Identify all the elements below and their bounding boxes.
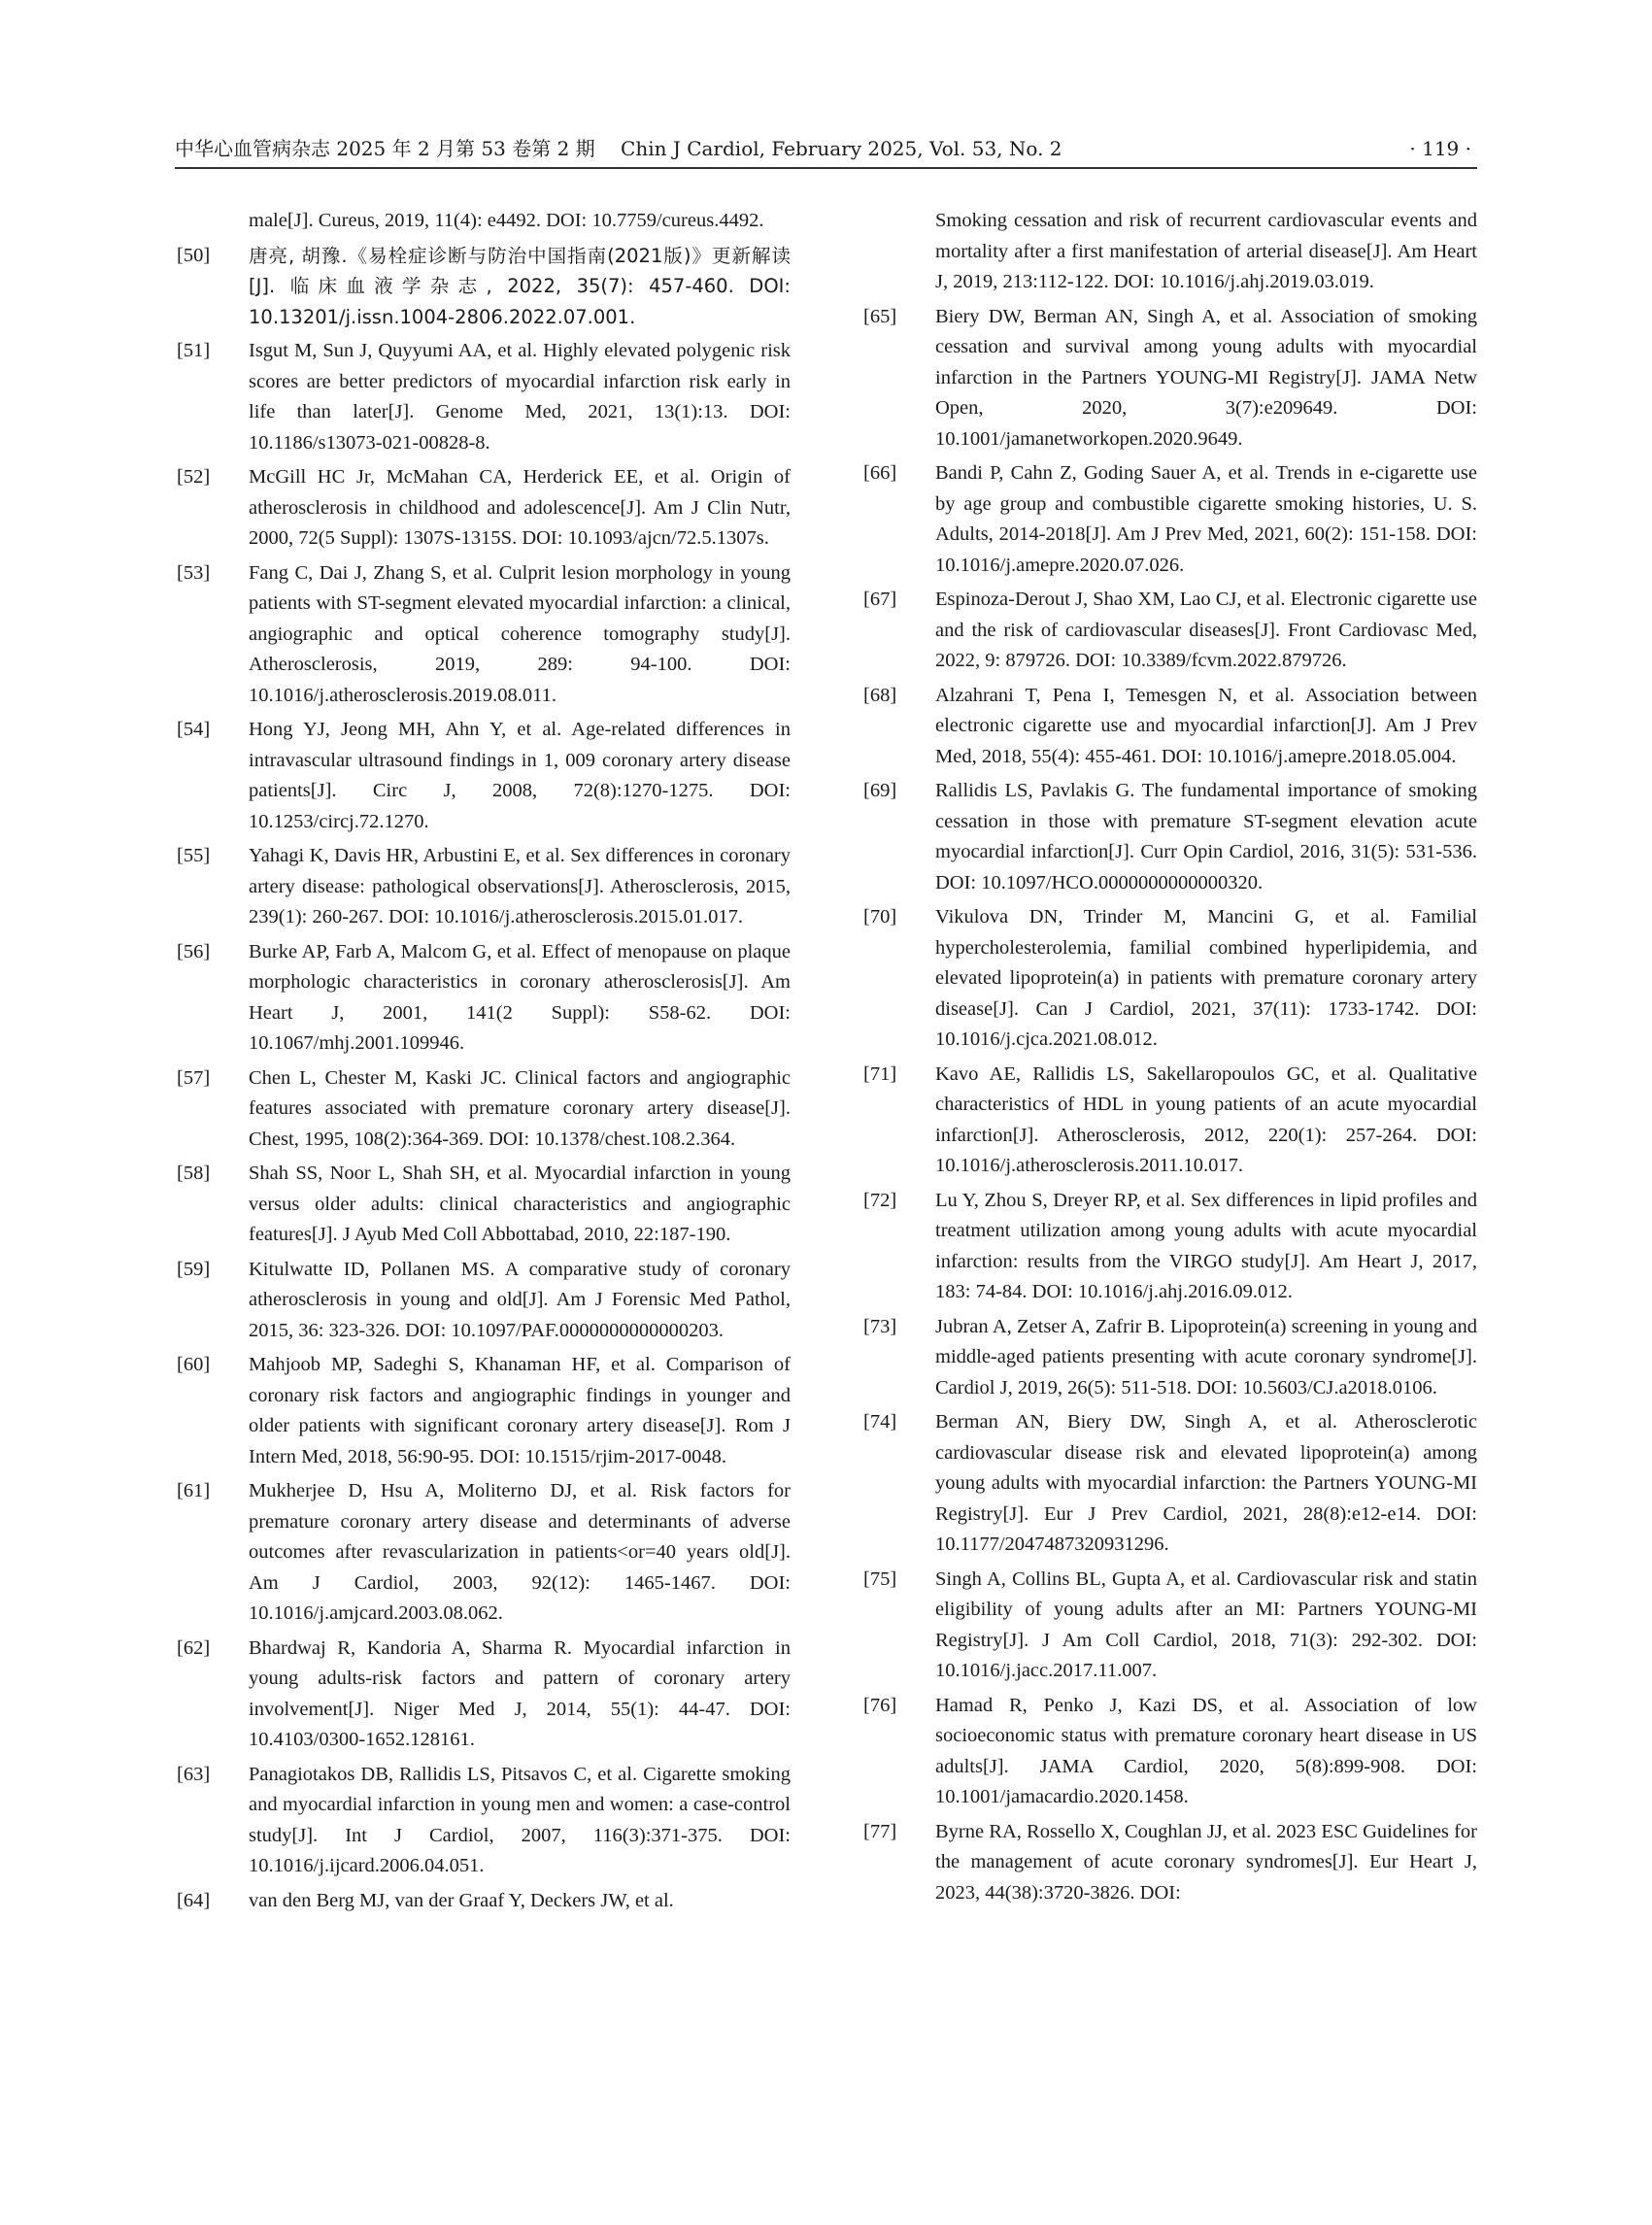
reference-entry <box>863 776 1477 898</box>
reference-text: Hamad R, Penko J, Kazi DS, et al. Association of low socioeconomic status with premature coronary heart disease in US adults[J]. JAMA Cardiol, 2020, 5(8):899-908. DOI: 10.1001/jamacardio.2020.1458. <box>935 1694 1477 1807</box>
reference-continuation: Smoking cessation and risk of recurrent cardiovascular events and mortality after a first manifestation of arterial disease[J]. Am Heart J, 2019, 213:112-122. DOI: 10.1016/j.ahj.2019.03.019. <box>935 210 1477 292</box>
reference-number: [66] <box>863 462 897 484</box>
reference-entry <box>177 1760 791 1882</box>
reference-entry <box>177 841 791 933</box>
reference-column-left <box>177 206 791 1920</box>
reference-entry <box>863 1691 1477 1813</box>
reference-column-right <box>863 206 1477 1912</box>
reference-text: Rallidis LS, Pavlakis G. The fundamental importance of smoking cessation in those with premature ST-segment elevation acute myocardial infarction[J]. Curr Opin Cardiol, 2016, 31(5): 531-536. DOI: 10.1097/HCO.0000000000000320. <box>935 780 1477 893</box>
reference-text: Vikulova DN, Trinder M, Mancini G, et al. Familial hypercholesterolemia, familial combined hyperlipidemia, and elevated lipoprotein(a) in patients with premature coronary artery disease[J]. Can J Cardiol, 2021, 37(11): 1733-1742. DOI: 10.1016/j.cjca.2021.08.012. <box>935 906 1477 1050</box>
reference-text: Burke AP, Farb A, Malcom G, et al. Effect of menopause on plaque morphologic characteristics in coronary atherosclerosis[J]. Am Heart J, 2001, 141(2 Suppl): S58-62. DOI: 10.1067/mhj.2001.109946. <box>249 940 791 1054</box>
reference-number: [62] <box>177 1636 211 1659</box>
reference-entry <box>863 902 1477 1056</box>
reference-entry <box>863 1060 1477 1182</box>
running-header <box>175 132 1477 169</box>
reference-entry <box>863 1186 1477 1308</box>
reference-number: [56] <box>177 940 211 962</box>
reference-entry <box>863 458 1477 581</box>
reference-number: [77] <box>863 1820 897 1842</box>
reference-number: [57] <box>177 1066 211 1089</box>
reference-text: Mukherjee D, Hsu A, Moliterno DJ, et al. Risk factors for premature coronary artery disease and determinants of adverse outcomes after revascularization in patients<or=40 years old[J]. Am J Cardiol, 2003, 92(12): 1465-1467. DOI: 10.1016/j.amjcard.2003.08.062. <box>249 1480 791 1624</box>
reference-text: Bhardwaj R, Kandoria A, Sharma R. Myocardial infarction in young adults-risk factors and pattern of coronary artery involvement[J]. Niger Med J, 2014, 55(1): 44-47. DOI: 10.4103/0300-1652.128161. <box>249 1636 791 1750</box>
page-number: · 119 · <box>1409 137 1471 160</box>
reference-number: [50] <box>177 244 211 266</box>
reference-number: [60] <box>177 1354 211 1375</box>
reference-number: [55] <box>177 845 211 866</box>
reference-entry <box>177 1255 791 1347</box>
reference-text: Mahjoob MP, Sadeghi S, Khanaman HF, et al. Comparison of coronary risk factors and angiographic findings in younger and older patients with significant coronary artery disease[J]. Rom J Intern Med, 2018, 56:90-95. DOI: 10.1515/rjim-2017-0048. <box>249 1354 791 1467</box>
reference-text: van den Berg MJ, van der Graaf Y, Deckers JW, et al. <box>249 1889 674 1911</box>
reference-entry <box>177 715 791 837</box>
reference-number: [69] <box>863 780 897 801</box>
reference-number: [63] <box>177 1763 211 1785</box>
reference-text: Singh A, Collins BL, Gupta A, et al. Cardiovascular risk and statin eligibility of young adults after an MI: Partners YOUNG-MI Registry[J]. J Am Coll Cardiol, 2018, 71(3): 292-302. DOI: 10.1016/j.jacc.2017.11.007. <box>935 1568 1477 1681</box>
reference-entry <box>177 1476 791 1630</box>
reference-entry <box>863 1407 1477 1561</box>
reference-text: McGill HC Jr, McMahan CA, Herderick EE, et al. Origin of atherosclerosis in childhood and adolescence[J]. Am J Clin Nutr, 2000, 72(5 Suppl): 1307S-1315S. DOI: 10.1093/ajcn/72.5.1307s. <box>249 466 791 549</box>
reference-entry <box>177 558 791 712</box>
reference-text: Alzahrani T, Pena I, Temesgen N, et al. Association between electronic cigarette use and myocardial infarction[J]. Am J Prev Med, 2018, 55(4): 455-461. DOI: 10.1016/j.amepre.2018.05.004. <box>935 684 1477 767</box>
reference-text: Kavo AE, Rallidis LS, Sakellaropoulos GC, et al. Qualitative characteristics of HDL in young patients of an acute myocardial infarction[J]. Atherosclerosis, 2012, 220(1): 257-264. DOI: 10.1016/j.atherosclerosis.2011.10.017. <box>935 1062 1477 1176</box>
reference-text: Bandi P, Cahn Z, Goding Sauer A, et al. Trends in e-cigarette use by age group and combustible cigarette smoking histories, U. S. Adults, 2014-2018[J]. Am J Prev Med, 2021, 60(2): 151-158. DOI: 10.1016/j.amepre.2020.07.026. <box>935 462 1477 576</box>
reference-entry <box>177 1159 791 1251</box>
reference-number: [53] <box>177 561 211 584</box>
reference-number: [72] <box>863 1189 897 1211</box>
reference-text: Jubran A, Zetser A, Zafrir B. Lipoprotein(a) screening in young and middle-aged patients presenting with acute coronary syndrome[J]. Cardiol J, 2019, 26(5): 511-518. DOI: 10.5603/CJ.a2018.0106. <box>935 1315 1477 1399</box>
reference-text: Lu Y, Zhou S, Dreyer RP, et al. Sex differences in lipid profiles and treatment utilization among young adults with acute myocardial infarction: results from the VIRGO study[J]. Am Heart J, 2017, 183: 74-84. DOI: 10.1016/j.ahj.2016.09.012. <box>935 1189 1477 1302</box>
reference-entry <box>177 1634 791 1756</box>
reference-text: Yahagi K, Davis HR, Arbustini E, et al. Sex differences in coronary artery disease: pathological observations[J]. Atherosclerosis, 2015, 239(1): 260-267. DOI: 10.1016/j.atherosclerosis.2015.01.017. <box>249 845 791 927</box>
reference-entry <box>177 1350 791 1472</box>
reference-number: [64] <box>177 1889 211 1911</box>
reference-number: [76] <box>863 1694 897 1716</box>
reference-entry <box>863 1565 1477 1687</box>
reference-entry <box>177 937 791 1060</box>
reference-entry <box>863 585 1477 677</box>
reference-number: [68] <box>863 684 897 706</box>
reference-number: [51] <box>177 340 211 361</box>
reference-text: Espinoza-Derout J, Shao XM, Lao CJ, et al. Electronic cigarette use and the risk of cardiovascular diseases[J]. Front Cardiovasc Med, 2022, 9: 879726. DOI: 10.3389/fcvm.2022.879726. <box>935 589 1477 671</box>
reference-entry <box>177 241 791 333</box>
reference-entry <box>177 1886 791 1917</box>
reference-number: [70] <box>863 906 897 927</box>
reference-text: Panagiotakos DB, Rallidis LS, Pitsavos C, et al. Cigarette smoking and myocardial infarction in young men and women: a case-control study[J]. Int J Cardiol, 2007, 116(3):371-375. DOI: 10.1016/j.ijcard.2006.04.051. <box>249 1763 791 1876</box>
reference-text: Chen L, Chester M, Kaski JC. Clinical factors and angiographic features associated with premature coronary artery disease[J]. Chest, 1995, 108(2):364-369. DOI: 10.1378/chest.108.2.364. <box>249 1066 791 1150</box>
reference-text: 唐亮, 胡豫.《易栓症诊断与防治中国指南(2021版)》更新解读[J]. 临床血液学杂志, 2022, 35(7): 457-460. DOI: 10.13201/j.issn.1004-2806.2022.07.001. <box>249 244 791 328</box>
reference-number: [75] <box>863 1568 897 1590</box>
reference-text: Isgut M, Sun J, Quyyumi AA, et al. Highly elevated polygenic risk scores are better predictors of myocardial infarction risk early in life than later[J]. Genome Med, 2021, 13(1):13. DOI: 10.1186/s13073-021-00828-8. <box>249 340 791 454</box>
journal-citation-line: 中华心血管病杂志 2025 年 2 月第 53 卷第 2 期 Chin J Cardiol, February 2025, Vol. 53, No. 2 <box>175 137 1062 160</box>
reference-number: [73] <box>863 1315 897 1337</box>
reference-entry <box>863 302 1477 455</box>
reference-entry <box>863 1312 1477 1404</box>
reference-number: [54] <box>177 719 211 740</box>
reference-number: [61] <box>177 1480 211 1501</box>
reference-text: Hong YJ, Jeong MH, Ahn Y, et al. Age-related differences in intravascular ultrasound findings in 1, 009 coronary artery disease patients[J]. Circ J, 2008, 72(8):1270-1275. DOI: 10.1253/circj.72.1270. <box>249 719 791 832</box>
reference-list-right <box>863 302 1477 1909</box>
reference-number: [74] <box>863 1411 897 1433</box>
reference-entry <box>177 1063 791 1156</box>
reference-entry <box>177 462 791 555</box>
reference-entry <box>863 1817 1477 1909</box>
reference-number: [59] <box>177 1258 211 1280</box>
reference-text: Kitulwatte ID, Pollanen MS. A comparative study of coronary atherosclerosis in young and old[J]. Am J Forensic Med Pathol, 2015, 36: 323-326. DOI: 10.1097/PAF.0000000000000203. <box>249 1258 791 1341</box>
reference-text: Shah SS, Noor L, Shah SH, et al. Myocardial infarction in young versus older adults: clinical characteristics and angiographic features[J]. J Ayub Med Coll Abbottabad, 2010, 22:187-190. <box>249 1163 791 1245</box>
reference-text: Fang C, Dai J, Zhang S, et al. Culprit lesion morphology in young patients with ST-segment elevated myocardial infarction: a clinical, angiographic and optical coherence tomography study[J]. Atherosclerosis, 2019, 289: 94-100. DOI: 10.1016/j.atherosclerosis.2019.08.011. <box>249 561 791 706</box>
reference-text: Biery DW, Berman AN, Singh A, et al. Association of smoking cessation and survival among young adults with myocardial infarction in the Partners YOUNG-MI Registry[J]. JAMA Netw Open, 2020, 3(7):e209649. DOI: 10.1001/jamanetworkopen.2020.9649. <box>935 305 1477 450</box>
reference-entry <box>863 681 1477 773</box>
reference-number: [52] <box>177 466 211 488</box>
reference-number: [67] <box>863 589 897 610</box>
reference-number: [65] <box>863 305 897 327</box>
reference-list-left <box>177 241 791 1917</box>
reference-entry <box>177 336 791 458</box>
reference-continuation: male[J]. Cureus, 2019, 11(4): e4492. DOI: 10.7759/cureus.4492. <box>249 210 764 231</box>
reference-number: [58] <box>177 1163 211 1184</box>
reference-text: Berman AN, Biery DW, Singh A, et al. Atherosclerotic cardiovascular disease risk and elevated lipoprotein(a) among young adults with myocardial infarction: the Partners YOUNG-MI Registry[J]. Eur J Prev Cardiol, 2021, 28(8):e12-e14. DOI: 10.1177/2047487320931296. <box>935 1411 1477 1555</box>
reference-text: Byrne RA, Rossello X, Coughlan JJ, et al. 2023 ESC Guidelines for the management of acute coronary syndromes[J]. Eur Heart J, 2023, 44(38):3720-3826. DOI: <box>935 1820 1477 1904</box>
reference-number: [71] <box>863 1062 897 1085</box>
